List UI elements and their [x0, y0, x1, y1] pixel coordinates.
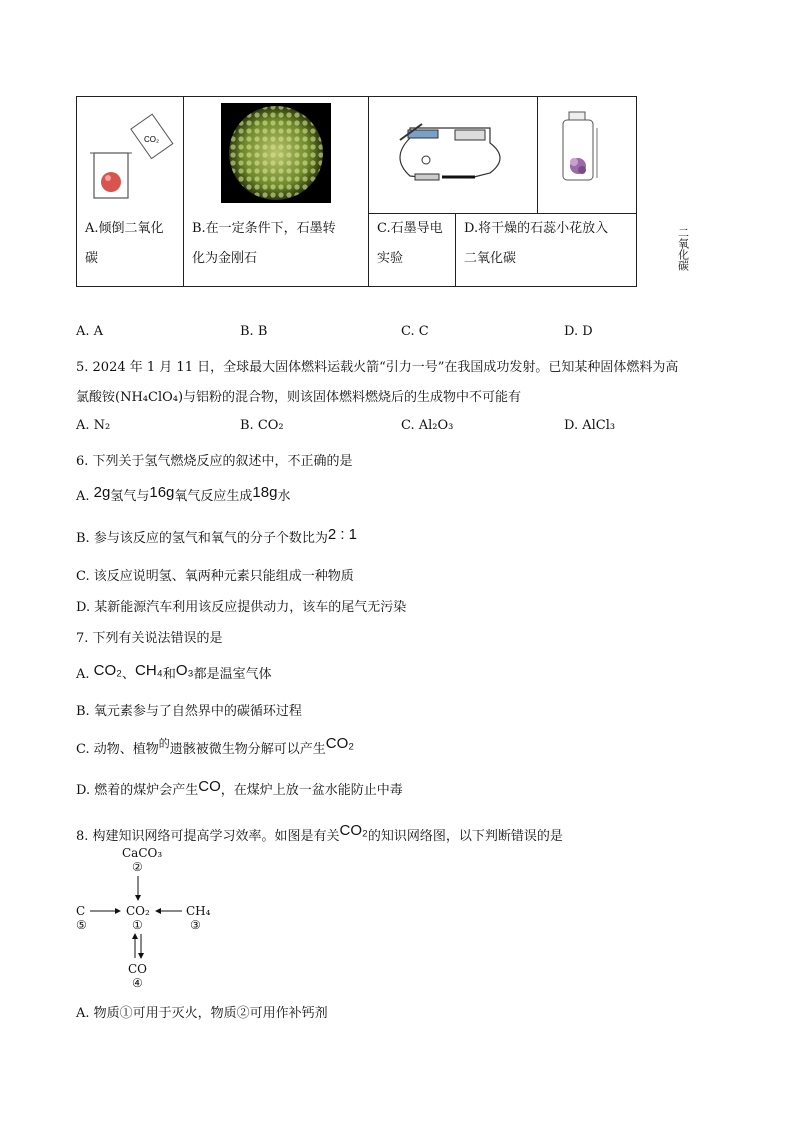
q7-c-text1: C. 动物、植物 — [76, 742, 159, 757]
q7-d-formula: CO — [198, 778, 221, 795]
option-d-image — [538, 97, 690, 271]
svg-text:CO₂: CO₂ — [144, 135, 160, 145]
option-c-image — [369, 97, 538, 214]
q5-answer-c[interactable]: C. Al₂O₃ — [401, 418, 454, 433]
q8-stem-text2: 的知识网络图，以下判断错误的是 — [367, 829, 563, 844]
q7-option-a[interactable] — [76, 662, 272, 682]
node-ch4: CH₄ — [186, 904, 211, 918]
q4-answer-d[interactable]: D. D — [564, 324, 593, 339]
q7-option-d[interactable] — [76, 778, 403, 798]
option-d-caption: D.将干燥的石蕊小花放入 二氧化碳 — [456, 214, 637, 287]
q7-c-formula: CO₂ — [325, 735, 355, 752]
q7-a-rest: 都是温室气体 — [193, 667, 272, 682]
q7-c-text2: 遗骸被微生物分解可以产生 — [169, 742, 326, 757]
q7-a-formula2: CH₄ — [135, 662, 163, 679]
node-co-number: ④ — [132, 976, 143, 990]
co2-knowledge-network-diagram — [76, 846, 226, 996]
q7-stem: 7. 下列有关说法错误的是 — [76, 631, 223, 646]
q6-stem: 6. 下列关于氢气燃烧反应的叙述中，不正确的是 — [76, 454, 353, 469]
q5-answer-a[interactable]: A. N₂ — [76, 418, 111, 433]
q7-a-and: 和 — [162, 667, 176, 682]
q6-b-text: B. 参与该反应的氢气和氧气的分子个数比为 — [76, 531, 328, 546]
node-caco3-number: ② — [132, 860, 143, 874]
node-co2: CO₂ — [126, 904, 150, 918]
q4-answer-b[interactable]: B. B — [240, 324, 268, 339]
jar-label: 二氧化碳 — [676, 226, 690, 271]
node-co: CO — [128, 962, 148, 976]
option-c-caption: C.石墨导电 实验 — [369, 214, 456, 287]
q8-stem-formula: CO₂ — [339, 822, 368, 839]
q6-option-a[interactable] — [76, 484, 290, 504]
q7-option-c[interactable] — [76, 735, 354, 757]
q4-option-table — [76, 96, 690, 287]
q4-answer-c[interactable]: C. C — [401, 324, 429, 339]
q8-option-a[interactable]: A. 物质①可用于灭火，物质②可用作补钙剂 — [76, 1006, 328, 1021]
q7-c-small: 的 — [158, 737, 170, 750]
q6-a-mass3: 18g — [252, 484, 278, 501]
q4-answer-a[interactable]: A. A — [76, 324, 104, 339]
q7-a-prefix: A. — [76, 667, 90, 682]
q6-a-text2: 氧气反应生成 — [174, 489, 253, 504]
q5-answer-b[interactable]: B. CO₂ — [240, 418, 284, 433]
q5-stem-line2: 氯酸铵(NH₄ClO₄)与铝粉的混合物，则该固体燃料燃烧后的生成物中不可能有 — [76, 390, 522, 405]
option-b-image — [184, 97, 369, 214]
node-co2-number: ① — [132, 918, 143, 932]
q7-option-b[interactable]: B. 氧元素参与了自然界中的碳循环过程 — [76, 704, 302, 719]
q8-stem — [76, 822, 563, 844]
q5-stem-line1: 5. 2024 年 1 月 11 日，全球最大固体燃料运载火箭“引力一号”在我国成功发射。已知某种固体燃料为高 — [76, 360, 679, 375]
q7-a-sep: 、 — [122, 667, 136, 682]
q6-a-text3: 水 — [277, 489, 291, 504]
node-c: C — [76, 904, 86, 918]
option-b-caption: B.在一定条件下，石墨转 化为金刚石 — [184, 214, 369, 287]
beaker-pouring-icon — [78, 98, 182, 208]
q6-option-b[interactable] — [76, 526, 357, 546]
microscope-view-image — [221, 103, 331, 203]
q6-b-ratio: 2 : 1 — [327, 526, 358, 543]
option-a-caption: A.倾倒二氧化 碳 — [77, 214, 184, 287]
q6-option-d[interactable]: D. 某新能源汽车利用该反应提供动力，该车的尾气无污染 — [76, 600, 407, 615]
diagram-arrows — [76, 846, 226, 996]
node-caco3: CaCO₃ — [122, 846, 163, 860]
node-ch4-number: ③ — [190, 918, 201, 932]
node-c-number: ⑤ — [76, 918, 87, 932]
q7-a-formula1: CO₂ — [93, 662, 122, 679]
jar-flower-icon — [539, 98, 635, 208]
q7-d-text2: ，在煤炉上放一盆水能防止中毒 — [220, 783, 403, 798]
q6-a-mass2: 16g — [149, 484, 175, 501]
q6-a-prefix: A. — [76, 489, 90, 504]
circuit-icon — [370, 98, 536, 208]
option-a-image — [77, 97, 184, 214]
q6-a-text1: 氢气与 — [110, 489, 150, 504]
q7-d-text1: D. 燃着的煤炉会产生 — [76, 783, 199, 798]
q8-stem-text1: 8. 构建知识网络可提高学习效率。如图是有关 — [76, 829, 340, 844]
q6-option-c[interactable]: C. 该反应说明氢、氧两种元素只能组成一种物质 — [76, 569, 354, 584]
q7-a-formula3: O₃ — [175, 662, 194, 679]
q5-answer-d[interactable]: D. AlCl₃ — [564, 418, 616, 433]
q6-a-mass1: 2g — [93, 484, 111, 501]
